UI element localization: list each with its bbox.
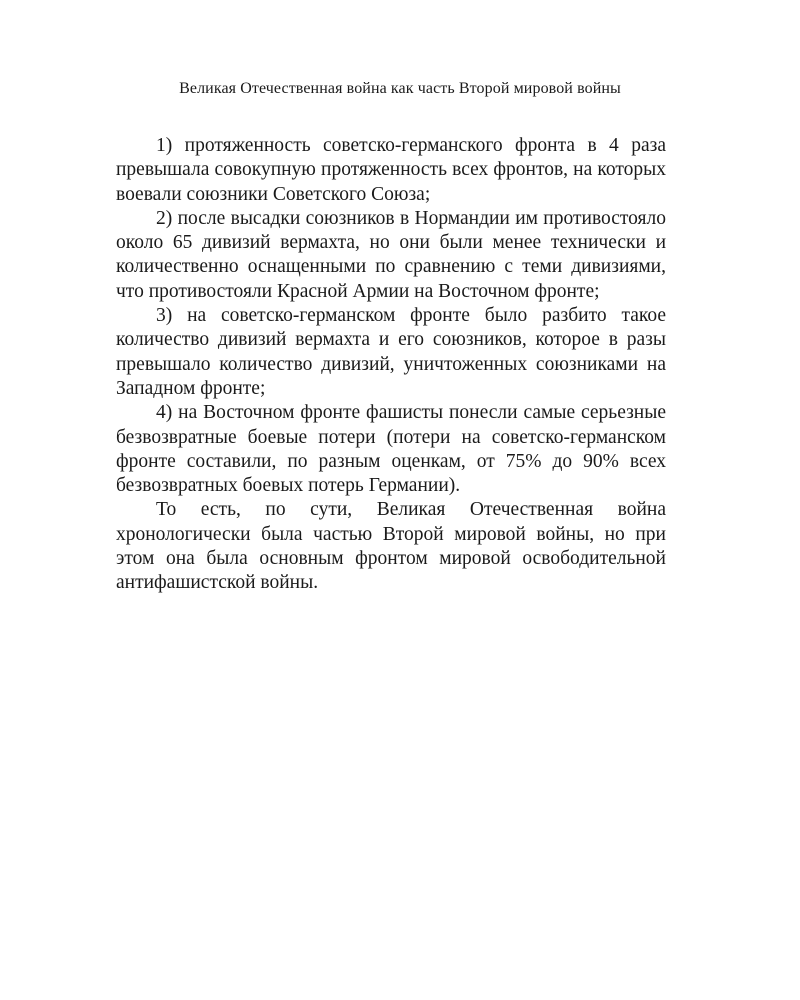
paragraph-item-4: 4) на Восточном фронте фашисты понесли самые серьезные безвозвратные боевые потери (потери на советско-германском фронте составили, по разным оценкам, от 75% до 90% всех безвозвратных боевых потерь Германии). [116,402,666,497]
paragraph-conclusion: То есть, по сути, Великая Отечественная война хронологически была частью Второй мировой войны, но при этом она была основным фронтом мировой освободительной антифашистской войны. [116,499,666,594]
paragraph-item-1: 1) протяженность советско-германского фронта в 4 раза превышала совокупную протяженность всех фронтов, на которых воевали союзники Советского Союза; [116,135,666,205]
paragraph-item-3: 3) на советско-германском фронте было разбито такое количество дивизий вермахта и его союзников, которое в разы превышало количество дивизий, уничтоженных союзниками на Западном фронте; [116,305,666,399]
body-text [116,134,666,596]
running-head: Великая Отечественная война как часть Второй мировой войны [179,80,621,97]
paragraph-item-2: 2) после высадки союзников в Нормандии им противостояло около 65 дивизий вермахта, но они были менее технически и количественно оснащенными по сравнению с теми дивизиями, что противостояли Красной Армии на Восточном фронте; [116,207,666,302]
